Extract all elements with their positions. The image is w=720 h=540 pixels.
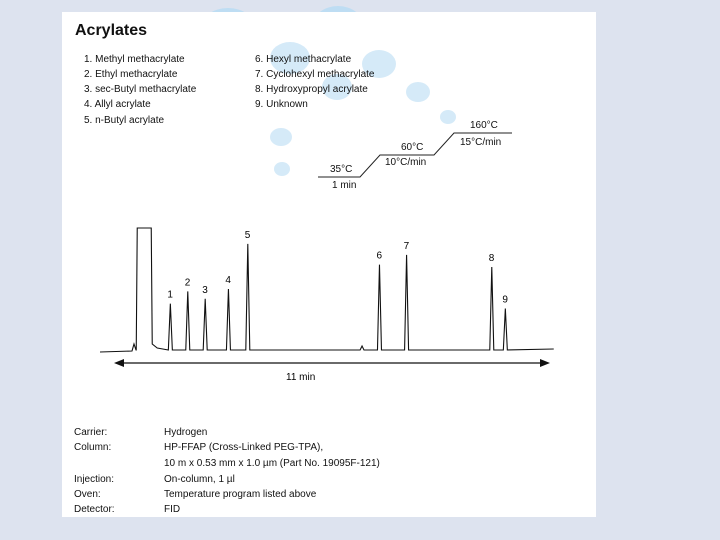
- condition-label: Detector:: [74, 504, 115, 515]
- slide: [62, 12, 596, 517]
- condition-label: Injection:: [74, 474, 115, 485]
- peak-label: 6: [376, 250, 383, 262]
- mid-temp-label: 60°C: [401, 142, 424, 153]
- compound-item: 3. sec-Butyl methacrylate: [84, 84, 197, 95]
- condition-value: Hydrogen: [164, 427, 208, 438]
- condition-label: Carrier:: [74, 427, 108, 438]
- time-axis-label: 11 min: [286, 372, 316, 383]
- chart-title: Acrylates: [75, 22, 148, 39]
- hold-time-label: 1 min: [332, 180, 357, 191]
- final-temp-label: 160°C: [470, 120, 498, 131]
- condition-value: HP-FFAP (Cross-Linked PEG-TPA),: [164, 442, 324, 453]
- compound-item: 4. Allyl acrylate: [84, 99, 151, 110]
- condition-value: FID: [164, 504, 181, 515]
- condition-value: 10 m x 0.53 mm x 1.0 µm (Part No. 19095F-121): [164, 458, 380, 469]
- compound-item: 5. n-Butyl acrylate: [84, 115, 165, 126]
- peak-label: 4: [225, 275, 231, 286]
- peak-labels: [167, 230, 508, 306]
- compound-item: 8. Hydroxypropyl acrylate: [255, 84, 368, 95]
- compound-item: 6. Hexyl methacrylate: [255, 54, 352, 65]
- rate1-label: 10°C/min: [385, 157, 427, 168]
- rate2-label: 15°C/min: [460, 137, 502, 148]
- condition-label: Column:: [74, 442, 112, 453]
- condition-label: Oven:: [74, 489, 101, 500]
- peak-label: 2: [184, 277, 191, 289]
- peak-label: 8: [488, 253, 495, 265]
- time-axis-arrow: [114, 359, 550, 367]
- initial-temp-label: 35°C: [330, 164, 353, 175]
- compound-item: 7. Cyclohexyl methacrylate: [255, 69, 375, 80]
- compound-item: 2. Ethyl methacrylate: [84, 69, 178, 80]
- peak-label: 9: [502, 294, 508, 306]
- peak-label: 7: [403, 240, 410, 252]
- condition-value: Temperature program listed above: [164, 489, 317, 500]
- compound-item: 9. Unknown: [255, 99, 308, 110]
- chromatogram: [62, 12, 596, 392]
- arrow-right: [540, 359, 550, 367]
- arrow-left: [114, 359, 124, 367]
- peak-label: 5: [244, 229, 251, 241]
- condition-value: On-column, 1 µl: [164, 474, 235, 485]
- peak-label: 1: [167, 289, 173, 301]
- compound-item: 1. Methyl methacrylate: [84, 54, 185, 65]
- peak-label: 3: [202, 284, 208, 296]
